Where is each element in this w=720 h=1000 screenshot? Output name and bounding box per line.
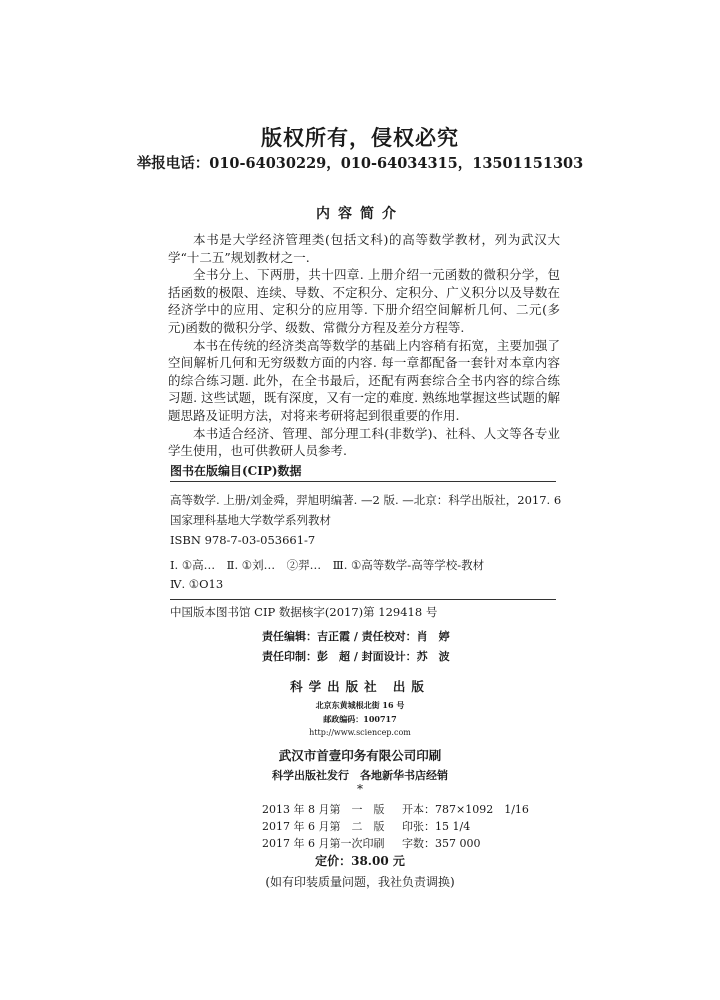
cip-record (170, 490, 560, 550)
separator-star: * (357, 782, 363, 796)
edition-spec: 字数：357 000 (402, 837, 481, 850)
cip-number: 中国版本图书馆 CIP 数据核字(2017)第 129418 号 (170, 605, 438, 619)
summary-paragraph: 本书是大学经济管理类(包括文科)的高等数学教材，列为武汉大学“十二五”规划教材之一. (168, 232, 560, 265)
edition-date: 2017 年 6 月第一次印刷 (262, 837, 385, 850)
editors-line: 责任印制：彭 超 / 封面设计：苏 波 (262, 650, 450, 663)
copyright-title: 版权所有，侵权必究 (261, 125, 459, 150)
edition-row (262, 801, 529, 818)
cip-classification-line: Ⅳ. ①O13 (170, 577, 224, 591)
summary-heading: 内容简介 (316, 206, 404, 222)
cip-line: ISBN 978-7-03-053661-7 (170, 533, 316, 547)
cip-title: 图书在版编目(CIP)数据 (170, 464, 302, 478)
price: 定价：38.00 元 (315, 854, 405, 868)
cip-classification (170, 556, 560, 594)
edition-spec: 开本：787×1092 1/16 (402, 803, 529, 816)
cip-line: 国家理科基地大学数学系列教材 (170, 513, 331, 527)
publisher-address: 北京东黄城根北街 16 号 (315, 700, 405, 710)
edition-spec: 印张：15 1/4 (402, 820, 471, 833)
edition-date: 2017 年 6 月第 二 版 (262, 820, 385, 833)
cip-line: 高等数学. 上册/刘金舜，羿旭明编著. —2 版. —北京：科学出版社，2017. 6 (170, 493, 562, 507)
printer: 武汉市首壹印务有限公司印刷 (278, 748, 442, 763)
cip-divider (170, 481, 556, 482)
summary-paragraph: 本书适合经济、管理、部分理工科(非数学)、社科、人文等各专业学生使用，也可供教研人员参考. (168, 425, 560, 459)
editors-credits (262, 627, 450, 667)
report-phone: 举报电话：010-64030229，010-64034315，13501151303 (136, 155, 584, 172)
edition-row (262, 818, 529, 835)
publisher-name: 科学出版社 出版 (290, 679, 430, 694)
replacement-note: (如有印装质量问题，我社负责调换) (265, 875, 455, 889)
edition-info (262, 801, 529, 852)
cip-classification-line: Ⅰ. ①高… Ⅱ. ①刘… ②羿… Ⅲ. ①高等数学-高等学校-教材 (170, 558, 485, 572)
cip-divider (170, 599, 556, 600)
summary-body (168, 231, 560, 460)
publisher-url: http://www.sciencep.com (309, 728, 411, 737)
distributor: 科学出版社发行 各地新华书店经销 (272, 769, 448, 782)
summary-paragraph: 本书在传统的经济类高等数学的基础上内容稍有拓宽，主要加强了空间解析几何和无穷级数方面的内容. 每一章都配备一套针对本章内容的综合练习题. 此外，在全书最后，还配有两套综合全书内容的综合练习题. 这些试题，既有深度，又有一定的难度. 熟练地掌握这些试题的解题思路及证明方法，对将来考研将起到很重要的作用. (168, 337, 560, 423)
summary-paragraph: 全书分上、下两册，共十四章. 上册介绍一元函数的微积分学，包括函数的极限、连续、导数、不定积分、定积分、广义积分以及导数在经济学中的应用、定积分的应用等. 下册介绍空间解析几何、二元(多元)函数的微积分学、级数、常微分方程及差分方程等. (168, 267, 560, 335)
editors-line: 责任编辑：吉正霞 / 责任校对：肖 婷 (262, 630, 450, 643)
edition-date: 2013 年 8 月第 一 版 (262, 803, 385, 816)
publisher-postcode: 邮政编码：100717 (323, 714, 397, 724)
edition-row (262, 835, 529, 852)
